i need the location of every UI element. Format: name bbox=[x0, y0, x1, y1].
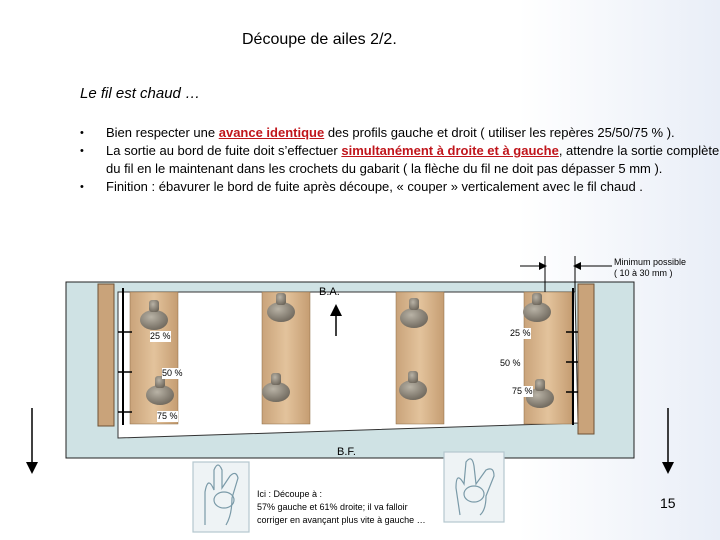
page-number: 15 bbox=[660, 495, 676, 511]
bullet-2-highlight: simultanément à droite et à gauche bbox=[341, 143, 559, 158]
bullet-3-text: Finition : ébavurer le bord de fuite après découpe, « couper » verticalement avec le fil chaud . bbox=[106, 179, 643, 194]
left-mark-50: 50 % bbox=[162, 368, 183, 378]
note-line-2: 57% gauche et 61% droite; il va falloir bbox=[257, 502, 408, 512]
right-mark-50: 50 % bbox=[500, 358, 521, 368]
note-line-1: Ici : Découpe à : bbox=[257, 489, 323, 499]
bullet-2-text-a: La sortie au bord de fuite doit s’effectuer bbox=[106, 143, 342, 158]
right-mark-75: 75 % bbox=[512, 386, 533, 396]
right-template bbox=[578, 284, 594, 434]
left-template bbox=[98, 284, 114, 426]
bullet-1-text-b: des profils gauche et droit ( utiliser les repères 25/50/75 % ). bbox=[324, 125, 675, 140]
left-mark-25: 25 % bbox=[150, 331, 171, 341]
bullet-1-highlight: avance identique bbox=[218, 125, 325, 140]
minimum-label-2: ( 10 à 30 mm ) bbox=[614, 268, 673, 278]
leading-edge-label: B.A. bbox=[319, 286, 340, 298]
slide-subtitle: Le fil est chaud … bbox=[80, 85, 201, 102]
note-line-3: corriger en avançant plus vite à gauche … bbox=[257, 515, 426, 525]
bullet-1-text-a: Bien respecter une bbox=[106, 125, 219, 140]
left-mark-75: 75 % bbox=[157, 411, 178, 421]
minimum-label-1: Minimum possible bbox=[614, 257, 687, 267]
right-mark-25: 25 % bbox=[510, 328, 531, 338]
slide-title: Découpe de ailes 2/2. bbox=[242, 31, 397, 48]
bullet-2-text-b: , attendre la sortie complète du fil en le maintenant dans les crochets du gabarit ( la flèche du fil ne doit pas dépasser 5 mm ). bbox=[106, 143, 720, 176]
trailing-edge-label: B.F. bbox=[337, 446, 356, 458]
